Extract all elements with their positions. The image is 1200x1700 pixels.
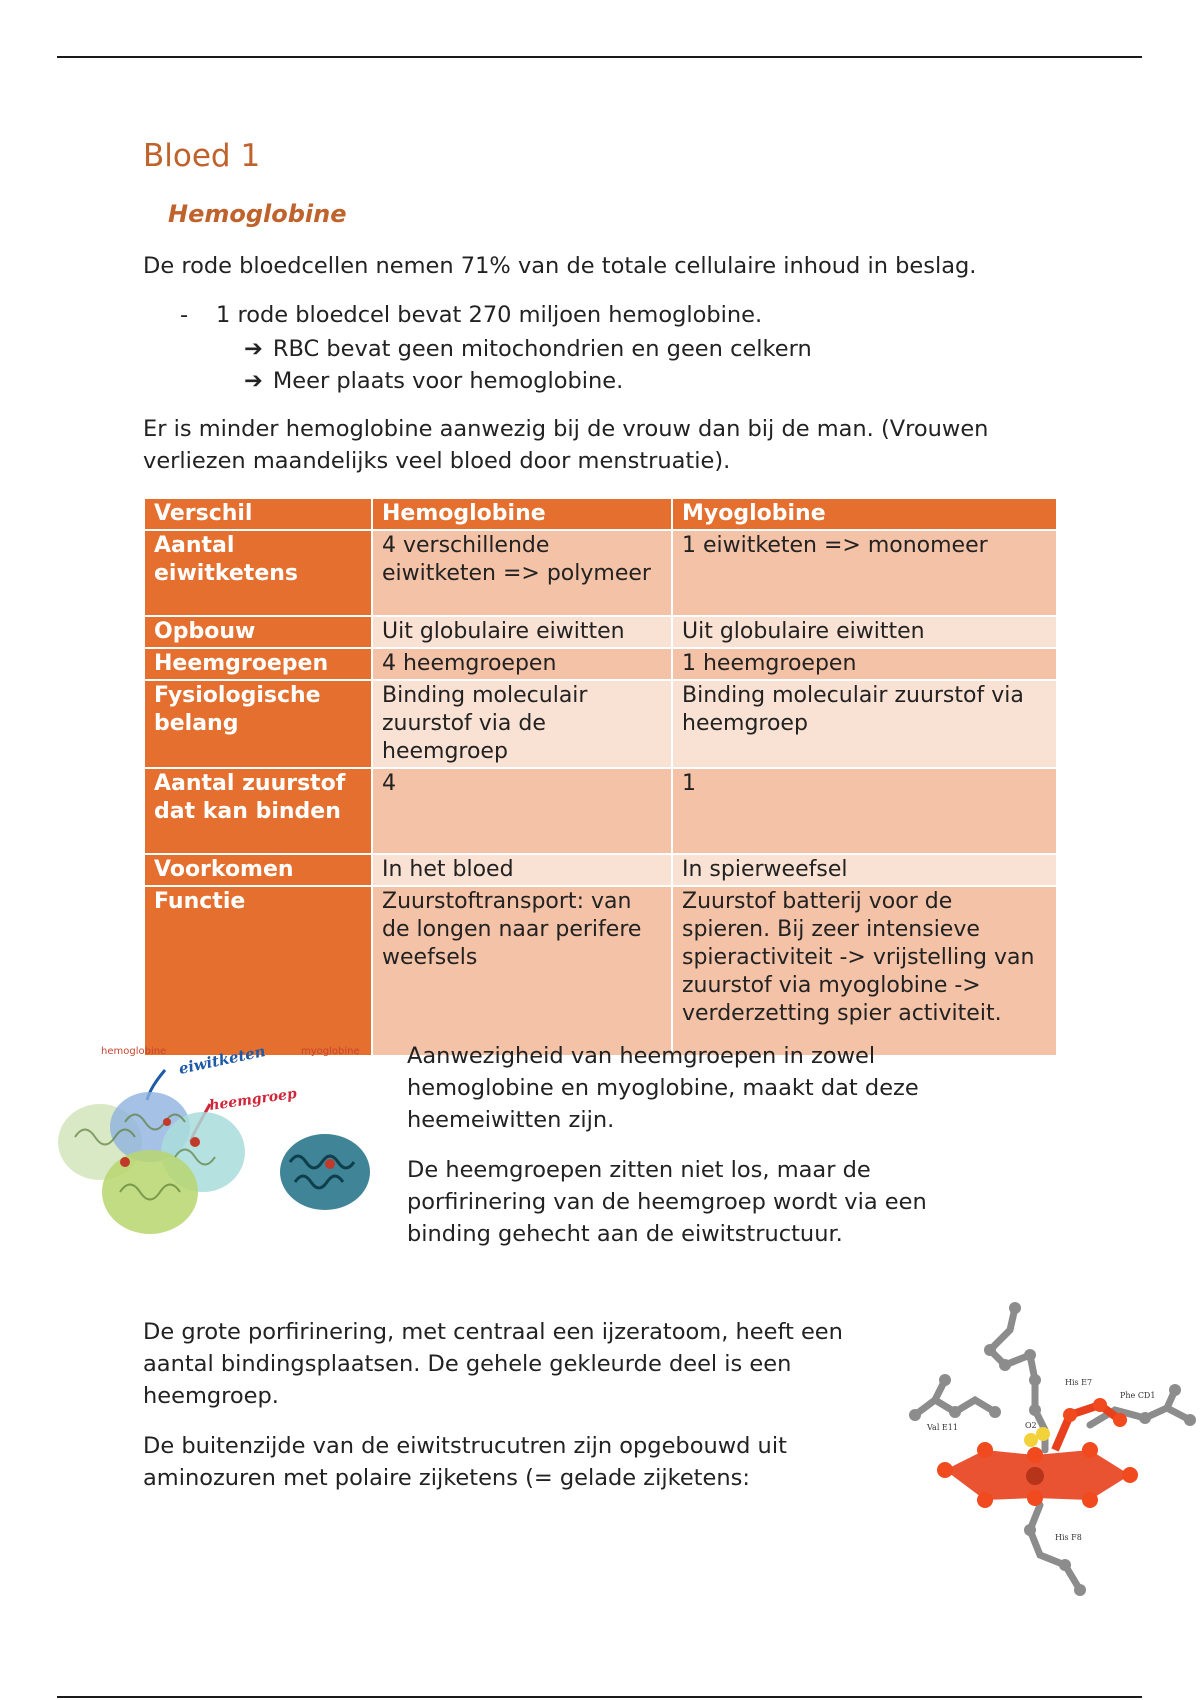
- header-rule: [57, 56, 1142, 58]
- bullet-item: [180, 299, 762, 331]
- table-row: [145, 617, 1056, 647]
- bullet-mark: -: [180, 302, 189, 328]
- comparison-table: [143, 497, 1058, 1057]
- hemoglobine-cell: Zuurstoftransport: van de longen naar perifere weefsels: [373, 887, 671, 1055]
- residue-label: O2: [1025, 1421, 1037, 1430]
- residue-label: Val E11: [927, 1423, 958, 1432]
- iron-atom: [1026, 1467, 1044, 1485]
- buitenzijde-paragraph: De buitenzijde van de eiwitstrucutren zijn opgebouwd uit aminozuren met polaire zijketens (= gelade zijketens:: [143, 1433, 787, 1491]
- heemeiwitten-paragraph: Aanwezigheid van heemgroepen in zowel hemoglobine en myoglobine, maakt dat deze heemeiwitten zijn.: [407, 1043, 919, 1133]
- footer-rule: [57, 1696, 1142, 1698]
- arrow-right-icon: ➔: [244, 368, 263, 394]
- row-label: Aantal zuurstof dat kan binden: [145, 769, 371, 853]
- myoglobine-cell: 1: [673, 769, 1056, 853]
- hemoglobine-cell: Uit globulaire eiwitten: [373, 617, 671, 647]
- row-label: Functie: [145, 887, 371, 1055]
- table-header: Verschil: [145, 499, 371, 529]
- arrow-item: [244, 333, 812, 365]
- arrow-text: RBC bevat geen mitochondrien en geen celkern: [272, 336, 812, 362]
- row-label: Heemgroepen: [145, 649, 371, 679]
- residue-label: His E7: [1065, 1378, 1093, 1387]
- bullet-text: 1 rode bloedcel bevat 270 miljoen hemoglobine.: [216, 302, 763, 328]
- myoglobine-label: myoglobine: [301, 1046, 360, 1057]
- hemoglobine-cell: Binding moleculair zuurstof via de heemgroep: [373, 681, 671, 767]
- row-label: Opbouw: [145, 617, 371, 647]
- myoglobine-cell: In spierweefsel: [673, 855, 1056, 885]
- table-row: [145, 769, 1056, 853]
- table-header: Hemoglobine: [373, 499, 671, 529]
- hemoglobin-myoglobin-figure: [55, 1042, 385, 1262]
- arrow-right-icon: ➔: [244, 336, 263, 362]
- myoglobine-cell: Zuurstof batterij voor de spieren. Bij zeer intensieve spieractiviteit -> vrijstelling van zuurstof via myoglobine -> verderzetting spier activiteit.: [673, 887, 1056, 1055]
- hemoglobine-label: hemoglobine: [101, 1046, 167, 1057]
- row-label: Fysiologische belang: [145, 681, 371, 767]
- table-row: [145, 681, 1056, 767]
- myoglobine-cell: Uit globulaire eiwitten: [673, 617, 1056, 647]
- table-row: [145, 855, 1056, 885]
- porfirinering-paragraph: De grote porfirinering, met centraal een ijzeratoom, heeft een aantal bindingsplaatsen. De gehele gekleurde deel is een heemgroep.: [143, 1319, 843, 1409]
- hemoglobine-cell: 4 heemgroepen: [373, 649, 671, 679]
- table-header-row: [145, 499, 1056, 529]
- row-label: Voorkomen: [145, 855, 371, 885]
- hemoglobine-cell: In het bloed: [373, 855, 671, 885]
- myoglobine-cell: 1 heemgroepen: [673, 649, 1056, 679]
- myoglobin-structure: [280, 1134, 370, 1210]
- residue-label: His F8: [1055, 1533, 1082, 1542]
- handwritten-heemgroep: heemgroep: [208, 1085, 298, 1114]
- table-row: [145, 531, 1056, 615]
- grey-atoms: [909, 1302, 1196, 1596]
- hemoglobine-cell: 4: [373, 769, 671, 853]
- heme-group-figure: [905, 1300, 1197, 1610]
- residue-label: Phe CD1: [1120, 1391, 1156, 1400]
- gender-paragraph: Er is minder hemoglobine aanwezig bij de vrouw dan bij de man. (Vrouwen verliezen maandelijks veel bloed door menstruatie).: [143, 416, 989, 474]
- arrow-text: Meer plaats voor hemoglobine.: [272, 368, 624, 394]
- hemoglobin-structure: [58, 1092, 245, 1234]
- myoglobine-cell: 1 eiwitketen => monomeer: [673, 531, 1056, 615]
- page-title: Bloed 1: [143, 138, 261, 174]
- amino-acid-sticks: [915, 1308, 1190, 1590]
- arrow-item: [244, 365, 623, 397]
- row-label: Aantal eiwitketens: [145, 531, 371, 615]
- handwritten-eiwitketen: eiwitketen: [177, 1042, 268, 1078]
- table-header: Myoglobine: [673, 499, 1056, 529]
- porfirinering-binding-paragraph: De heemgroepen zitten niet los, maar de porfirinering van de heemgroep wordt via een binding gehecht aan de eiwitstructuur.: [407, 1157, 927, 1247]
- section-heading: Hemoglobine: [168, 200, 347, 228]
- table-row: [145, 649, 1056, 679]
- table-row: [145, 887, 1056, 1055]
- myoglobine-cell: Binding moleculair zuurstof via heemgroep: [673, 681, 1056, 767]
- hemoglobine-cell: 4 verschillende eiwitketen => polymeer: [373, 531, 671, 615]
- intro-paragraph: De rode bloedcellen nemen 71% van de totale cellulaire inhoud in beslag.: [143, 253, 977, 279]
